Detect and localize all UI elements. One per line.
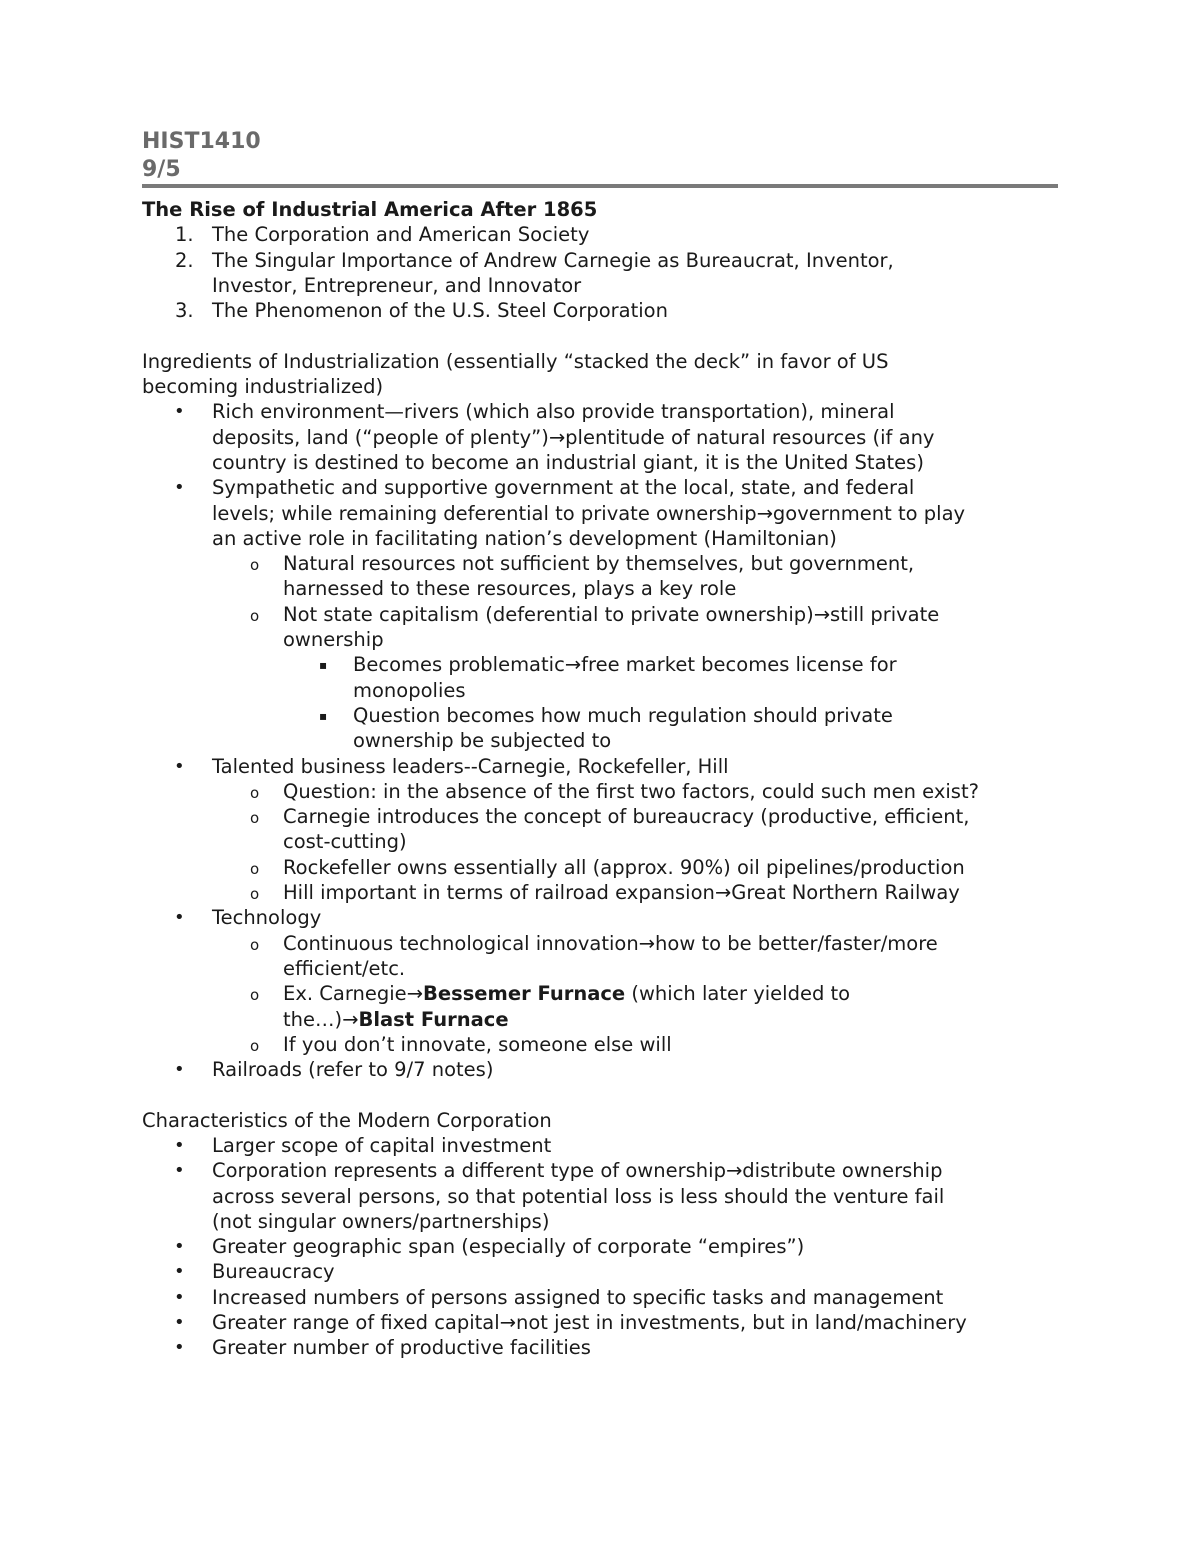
bullet-text-cont: across several persons, so that potential loss is less should the venture fail — [212, 1184, 945, 1208]
sub-bullet-text: Question: in the absence of the first two factors, could such men exist? — [283, 779, 979, 803]
bullet-text: Corporation represents a different type of ownership→distribute ownership — [212, 1159, 943, 1183]
bullet-icon: • — [174, 755, 185, 777]
bullet-text: Bureaucracy — [212, 1260, 335, 1284]
bullet-text: Larger scope of capital investment — [212, 1133, 552, 1157]
bullet-item — [142, 1335, 1072, 1360]
sub-bullet-item — [142, 779, 1072, 804]
header-divider — [142, 184, 1058, 188]
sub-bullet-text-cont: efficient/etc. — [283, 956, 406, 980]
square-bullet-icon: ▪ — [319, 658, 328, 673]
outline-item — [142, 298, 1072, 323]
bullet-icon: • — [174, 401, 185, 423]
bullet-text: Increased numbers of persons assigned to specific tasks and management — [212, 1285, 944, 1309]
sub-bullet-text-pre: the…)→ — [283, 1007, 359, 1031]
spacer — [142, 323, 1072, 348]
bullet-text: Rich environment—rivers (which also provide transportation), mineral — [212, 400, 895, 424]
circle-bullet-icon: o — [250, 809, 260, 828]
sub-bullet-text: Hill important in terms of railroad expansion→Great Northern Railway — [283, 881, 960, 905]
document-header — [142, 128, 1058, 184]
circle-bullet-icon: o — [250, 556, 260, 575]
sub-bullet-item — [142, 855, 1072, 880]
sub-bullet-item — [142, 804, 1072, 829]
outline-text-cont: Investor, Entrepreneur, and Innovator — [212, 273, 582, 297]
bullet-text-cont: an active role in facilitating nation’s development (Hamiltonian) — [212, 526, 837, 550]
lecture-title: The Rise of Industrial America After 1865 — [142, 198, 598, 221]
section-heading-characteristics: Characteristics of the Modern Corporation — [142, 1108, 552, 1132]
circle-bullet-icon: o — [250, 1036, 260, 1055]
sub-bullet-text: Not state capitalism (deferential to private ownership)→still private — [283, 602, 940, 626]
square-bullet-text: Becomes problematic→free market becomes license for — [353, 653, 897, 677]
bullet-text-cont: country is destined to become an industrial giant, it is the United States) — [212, 450, 924, 474]
sub-bullet-item — [142, 880, 1072, 905]
section-heading-ingredients: Ingredients of Industrialization (essentially “stacked the deck” in favor of US — [142, 349, 889, 373]
outline-text: The Phenomenon of the U.S. Steel Corporation — [212, 299, 668, 323]
outline-text: The Corporation and American Society — [212, 223, 590, 247]
outline-number: 2. — [175, 248, 194, 272]
square-bullet-text-cont: monopolies — [353, 678, 466, 702]
square-bullet-text-cont: ownership be subjected to — [353, 729, 612, 753]
sub-bullet-text-mid: (which later yielded to — [625, 982, 851, 1006]
bullet-icon: • — [174, 477, 185, 499]
bullet-text: Technology — [212, 906, 322, 930]
bullet-text: Greater geographic span (especially of corporate “empires”) — [212, 1235, 805, 1259]
bullet-icon: • — [174, 1160, 185, 1182]
bullet-icon: • — [174, 1312, 185, 1334]
sub-bullet-item — [142, 602, 1072, 627]
bullet-text: Greater range of fixed capital→not jest in investments, but in land/machinery — [212, 1311, 967, 1335]
bullet-item — [142, 1285, 1072, 1310]
bullet-icon: • — [174, 1286, 185, 1308]
bullet-item — [142, 1234, 1072, 1259]
square-bullet-icon: ▪ — [319, 708, 328, 723]
bullet-item — [142, 754, 1072, 779]
bullet-icon: • — [174, 907, 185, 929]
bullet-item — [142, 1259, 1072, 1284]
bullet-item — [142, 1057, 1072, 1082]
sub-bullet-text: If you don’t innovate, someone else will — [283, 1032, 672, 1056]
bullet-item — [142, 1310, 1072, 1335]
bullet-item — [142, 475, 1072, 500]
sub-bullet-item — [142, 981, 1072, 1006]
sub-bullet-item — [142, 1032, 1072, 1057]
bessemer-furnace-term: Bessemer Furnace — [423, 982, 626, 1006]
bullet-text-cont: deposits, land (“people of plenty”)→plentitude of natural resources (if any — [212, 425, 935, 449]
outline-text: The Singular Importance of Andrew Carnegie as Bureaucrat, Inventor, — [212, 248, 894, 272]
bullet-text: Sympathetic and supportive government at the local, state, and federal — [212, 476, 915, 500]
bullet-text-cont: levels; while remaining deferential to private ownership→government to play — [212, 501, 966, 525]
outline-number: 3. — [175, 299, 194, 323]
circle-bullet-icon: o — [250, 783, 260, 802]
circle-bullet-icon: o — [250, 986, 260, 1005]
bullet-text: Greater number of productive facilities — [212, 1336, 591, 1360]
bullet-item — [142, 399, 1072, 424]
bullet-icon: • — [174, 1261, 185, 1283]
sub-bullet-text-cont — [142, 1007, 1072, 1032]
outline-item — [142, 248, 1072, 273]
bullet-text-cont: (not singular owners/partnerships) — [212, 1209, 550, 1233]
sub-bullet-item — [142, 931, 1072, 956]
course-code: HIST1410 — [142, 129, 261, 154]
spacer — [142, 1082, 1072, 1107]
outline-number: 1. — [175, 223, 194, 247]
blast-furnace-term: Blast Furnace — [358, 1007, 509, 1031]
sub-bullet-text: Carnegie introduces the concept of bureaucracy (productive, efficient, — [283, 805, 970, 829]
bullet-icon: • — [174, 1134, 185, 1156]
note-date: 9/5 — [142, 157, 181, 182]
sub-bullet-text-cont: ownership — [283, 628, 384, 652]
sub-bullet-text: Continuous technological innovation→how to be better/faster/more — [283, 931, 938, 955]
square-bullet-text: Question becomes how much regulation should private — [353, 703, 893, 727]
circle-bullet-icon: o — [250, 859, 260, 878]
outline-item — [142, 222, 1072, 247]
bullet-text: Railroads (refer to 9/7 notes) — [212, 1058, 494, 1082]
section-heading-ingredients-cont: becoming industrialized) — [142, 375, 384, 399]
sub-bullet-item — [142, 551, 1072, 576]
bullet-item — [142, 1158, 1072, 1183]
bullet-text: Talented business leaders--Carnegie, Rockefeller, Hill — [212, 754, 729, 778]
circle-bullet-icon: o — [250, 935, 260, 954]
bullet-item — [142, 905, 1072, 930]
circle-bullet-icon: o — [250, 606, 260, 625]
notes-body — [142, 197, 1072, 1361]
sub-bullet-text: Rockefeller owns essentially all (approx. 90%) oil pipelines/production — [283, 855, 965, 879]
sub-bullet-text-pre: Ex. Carnegie→ — [283, 982, 423, 1006]
sub-bullet-text: Natural resources not sufficient by themselves, but government, — [283, 552, 915, 576]
sub-bullet-text-cont: harnessed to these resources, plays a key role — [283, 577, 737, 601]
bullet-icon: • — [174, 1059, 185, 1081]
sub-bullet-text-cont: cost-cutting) — [283, 830, 407, 854]
square-bullet-item — [142, 652, 1072, 677]
square-bullet-item — [142, 703, 1072, 728]
bullet-icon: • — [174, 1337, 185, 1359]
bullet-icon: • — [174, 1236, 185, 1258]
circle-bullet-icon: o — [250, 885, 260, 904]
bullet-item — [142, 1133, 1072, 1158]
